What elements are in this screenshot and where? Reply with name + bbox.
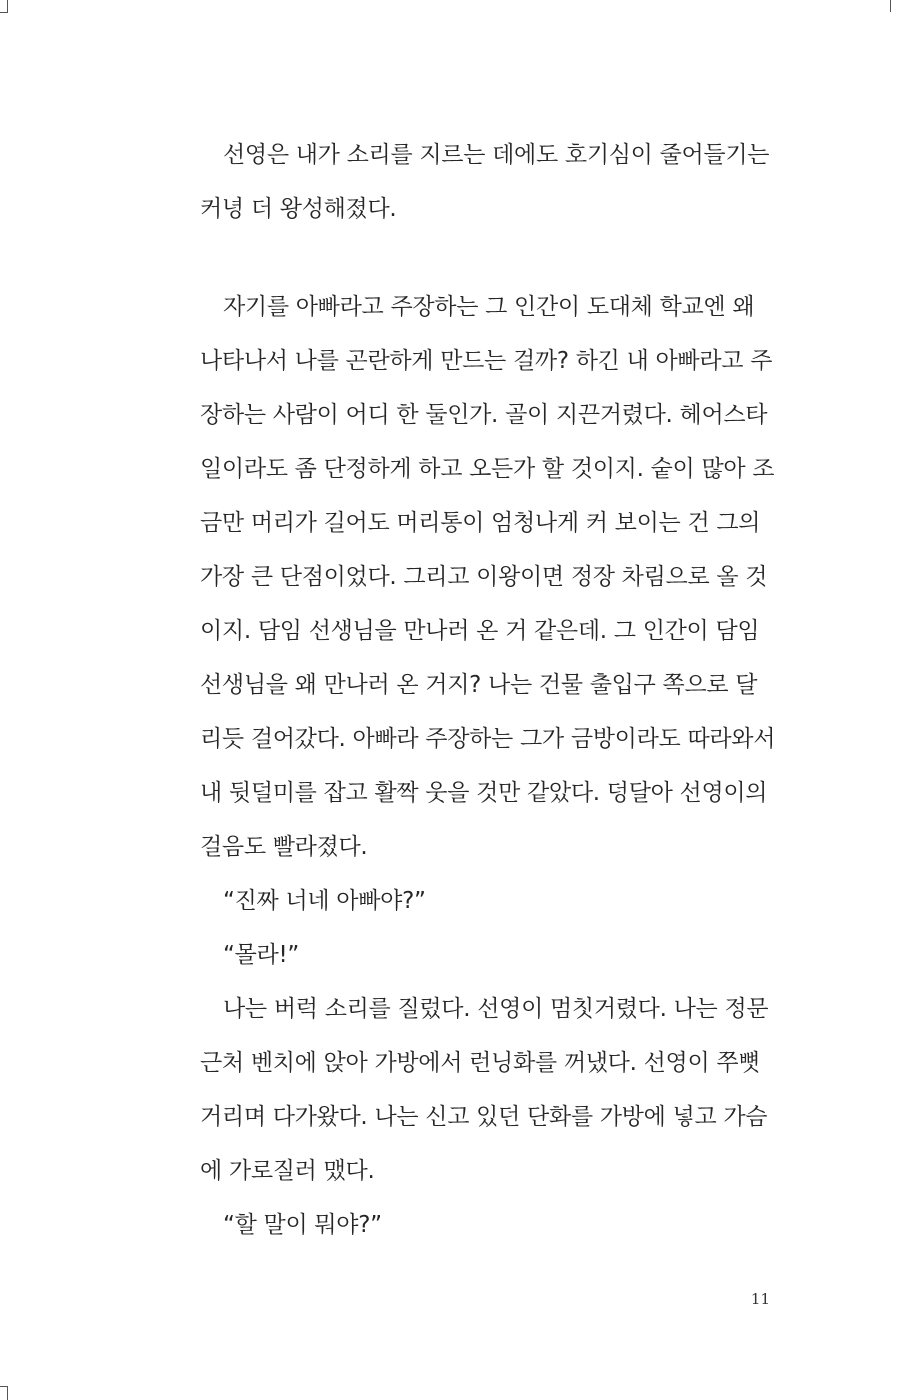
text-line: 근처 벤치에 앉아 가방에서 런닝화를 꺼냈다. 선영이 쭈뼛 [200,1050,761,1076]
paragraph-block-2 [200,280,776,1252]
text-line: 장하는 사람이 어디 한 둘인가. 골이 지끈거렸다. 헤어스타 [200,402,768,428]
crop-mark-bottom-left [0,1386,8,1387]
text-line: 자기를 아빠라고 주장하는 그 인간이 도대체 학교엔 왜 [223,294,755,320]
text-line: 이지. 담임 선생님을 만나러 온 거 같은데. 그 인간이 담임 [200,618,760,644]
text-line: 선생님을 왜 만나러 온 거지? 나는 건물 출입구 쪽으로 달 [200,672,758,698]
crop-mark-bottom-left [7,1386,8,1400]
text-line: 에 가로질러 맸다. [200,1158,375,1184]
text-line: 거리며 다가왔다. 나는 신고 있던 단화를 가방에 넣고 가슴 [200,1104,768,1130]
dialogue-line: “할 말이 뭐야?” [223,1212,382,1238]
dialogue-line: “몰라!” [223,942,299,968]
crop-mark-top-left [7,0,8,12]
text-line: 금만 머리가 길어도 머리통이 엄청나게 커 보이는 건 그의 [200,510,761,536]
text-line: 선영은 내가 소리를 지르는 데에도 호기심이 줄어들기는 [223,142,770,168]
crop-mark-top-right [890,0,891,12]
text-line: 일이라도 좀 단정하게 하고 오든가 할 것이지. 숱이 많아 조 [200,456,775,482]
text-line: 나타나서 나를 곤란하게 만드는 걸까? 하긴 내 아빠라고 주 [200,348,773,374]
text-line: 가장 큰 단점이었다. 그리고 이왕이면 정장 차림으로 올 것 [200,564,768,590]
text-line: 커녕 더 왕성해졌다. [200,196,397,222]
text-line: 나는 버럭 소리를 질렀다. 선영이 멈칫거렸다. 나는 정문 [223,996,769,1022]
crop-mark-top-left [0,12,8,13]
dialogue-line: “진짜 너네 아빠야?” [223,888,426,914]
text-line: 걸음도 빨라졌다. [200,834,368,860]
text-line: 리듯 걸어갔다. 아빠라 주장하는 그가 금방이라도 따라와서 [200,726,776,752]
paragraph-block-1 [200,128,772,236]
page-number: 11 [750,1290,770,1308]
text-line: 내 뒷덜미를 잡고 활짝 웃을 것만 같았다. 덩달아 선영이의 [200,780,768,806]
